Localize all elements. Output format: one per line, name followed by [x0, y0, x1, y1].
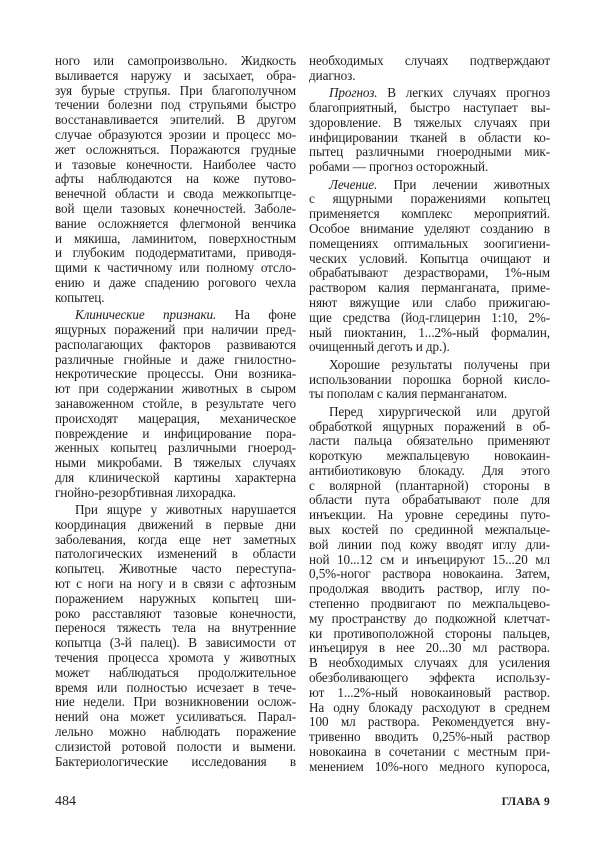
text-line — [309, 340, 550, 355]
line-text: с волярной (плантарной) стороны в — [309, 477, 550, 493]
line-text: восстанавливается эпителий. В другом — [55, 112, 296, 128]
line-text: ют 1...2%-ный новокаиновый раствор. — [309, 684, 550, 700]
chapter-label: ГЛАВА 9 — [501, 796, 550, 808]
text-line — [309, 405, 550, 420]
paragraph — [309, 54, 550, 84]
line-text: Бактериологические исследования в — [55, 753, 296, 769]
line-text: копытец. — [55, 289, 105, 305]
line-text: ты пополам с калия перманганатом. — [309, 386, 508, 402]
line-text: ласти пальца обязательно применяют — [309, 433, 550, 449]
line-text: афты наблюдаются на коже путово- — [55, 171, 296, 187]
line-text: различные гнойные и даже гнилостно- — [55, 351, 296, 367]
line-text: и тазовые конечности. Наиболее часто — [55, 156, 296, 172]
text-line — [55, 427, 296, 442]
text-line — [309, 760, 550, 775]
paragraph — [309, 358, 550, 402]
left-column — [55, 54, 296, 772]
line-text: для клинической картины характерна — [55, 469, 296, 485]
text-line — [55, 562, 296, 577]
text-line — [55, 172, 296, 187]
line-text: 100 мл раствора. Рекомендуется вну- — [309, 714, 550, 730]
line-text: и мякиша, ламинитом, поверхностным — [55, 230, 296, 246]
text-line — [55, 323, 296, 338]
line-text: занавоженном стойле, в результате чего — [55, 395, 296, 411]
text-line — [55, 486, 296, 501]
line-text: вых костей по срединной межпальце- — [309, 522, 550, 538]
text-line — [55, 128, 296, 143]
line-text: выливается наружу и засыхает, обра- — [55, 67, 296, 83]
line-text: обрабатывают дезрастворами, 1%-ным — [309, 265, 550, 281]
line-text: случае образуются эрозии и процесс мо- — [55, 126, 296, 142]
text-line — [309, 296, 550, 311]
line-text: няют вяжущие или слабо прижигаю- — [309, 294, 550, 310]
line-text: вой щели тазовых конечностей. Заболе- — [55, 200, 296, 216]
line-text: Хорошие результаты получены при — [329, 356, 550, 372]
text-line — [55, 725, 296, 740]
text-line — [55, 261, 296, 276]
line-text: ки противоположной стороны пальцев, — [309, 625, 550, 641]
line-text: патологических изменений в области — [55, 546, 296, 562]
line-text: ению и даже спадению рогового чехла — [55, 274, 296, 290]
text-line — [309, 686, 550, 701]
text-line — [309, 671, 550, 686]
line-text: Особое внимание уделяют созданию в — [309, 220, 550, 236]
text-line — [55, 592, 296, 607]
paragraph — [55, 54, 296, 306]
text-line — [309, 222, 550, 237]
line-text: слизистой ротовой полости и вымени. — [55, 738, 296, 754]
line-text: щие средства (йод-глицерин 1:10, 2%- — [309, 309, 550, 325]
section-heading: Лечение. — [329, 176, 378, 192]
line-text: нений она может усиливаться. Парал- — [55, 709, 296, 725]
text-line — [309, 101, 550, 116]
line-text: жет осложняться. Поражаются грудные — [55, 141, 296, 157]
text-line — [309, 493, 550, 508]
text-line — [309, 745, 550, 760]
line-text: время или полностью исчезает в тече- — [55, 679, 296, 695]
line-text: раствором калия перманганата, приме- — [309, 280, 550, 296]
line-text: ного или самопроизвольно. Жидкость — [55, 53, 296, 68]
line-text: обработкой ящурных поражений в об- — [309, 418, 550, 434]
text-line — [309, 627, 550, 642]
text-line — [309, 54, 550, 69]
text-line — [55, 276, 296, 291]
paragraph — [309, 405, 550, 775]
line-text: ящурных поражений при наличии пред- — [55, 321, 296, 337]
text-line — [309, 145, 550, 160]
text-line — [309, 160, 550, 175]
paragraph — [309, 86, 550, 175]
text-line — [55, 533, 296, 548]
line-text: течении болезни под струпьями быстро — [55, 97, 296, 113]
line-text: помещениях оптимальных зоогигиени- — [309, 235, 550, 251]
text-line — [309, 420, 550, 435]
line-text: с ящурными поражениями копытец — [309, 191, 550, 207]
text-line — [309, 266, 550, 281]
line-text: перенося тяжесть тела на внутренние — [55, 620, 296, 636]
text-line — [309, 538, 550, 553]
text-line — [309, 464, 550, 479]
text-line — [55, 397, 296, 412]
text-line — [309, 701, 550, 716]
text-line — [309, 86, 550, 101]
line-text: пытец различными гноеродными мик- — [309, 144, 550, 160]
line-text: венечной области и свода межкопытце- — [55, 186, 296, 202]
text-line — [309, 281, 550, 296]
text-line — [309, 192, 550, 207]
text-line — [309, 656, 550, 671]
line-text: вание осложняется флегмоной венчика — [55, 215, 296, 231]
text-line — [55, 471, 296, 486]
line-text: ют при содержании животных в сыром — [55, 381, 296, 397]
text-line — [55, 84, 296, 99]
line-text: новокаина в сочетании с местным при- — [309, 744, 550, 760]
text-line — [309, 178, 550, 193]
text-line — [55, 547, 296, 562]
line-text: степенно продвигают по межпальцево- — [309, 596, 550, 612]
text-line — [309, 207, 550, 222]
text-line — [55, 98, 296, 113]
line-text: лельно можно наблюдать поражение — [55, 724, 296, 740]
line-text: необходимых случаях подтверждают — [309, 53, 550, 68]
text-line — [309, 358, 550, 373]
text-line — [309, 730, 550, 745]
text-line — [55, 246, 296, 261]
text-line — [309, 553, 550, 568]
paragraph — [55, 308, 296, 500]
line-text: ют с ноги на ногу и в связи с афтозным — [55, 576, 296, 592]
text-line — [55, 353, 296, 368]
text-line — [55, 54, 296, 69]
line-text: 0,5%-ногог раствора новокаина. Затем, — [309, 566, 550, 582]
line-text: течения процесса хромота у животных — [55, 650, 296, 666]
line-text: вой линии под кожу вводят иглу дли- — [309, 536, 550, 552]
text-line — [55, 441, 296, 456]
text-line — [309, 715, 550, 730]
text-line — [55, 338, 296, 353]
text-line — [55, 308, 296, 323]
text-line — [55, 217, 296, 232]
text-line — [309, 252, 550, 267]
line-text: области пута обрабатывают поле для — [309, 492, 550, 508]
text-line — [55, 651, 296, 666]
text-line — [309, 449, 550, 464]
text-line — [55, 621, 296, 636]
line-text: гнойно-резорбтивная лихорадка. — [55, 484, 236, 500]
line-text: роко расставляют тазовые конечности, — [55, 605, 296, 621]
line-text: инъецируя в нее 20...30 мл раствора. — [309, 640, 550, 656]
text-line — [55, 681, 296, 696]
text-line — [55, 577, 296, 592]
text-line — [309, 373, 550, 388]
section-heading: Прогноз. — [329, 85, 378, 101]
line-text: При лечении животных — [377, 176, 550, 192]
text-line — [309, 567, 550, 582]
line-text: робами — прогноз осторожный. — [309, 159, 489, 175]
text-line — [55, 607, 296, 622]
line-text: короткую межпальцевую новокаин- — [309, 448, 550, 464]
line-text: му пространству до подкожной клетчат- — [309, 610, 550, 626]
text-line — [55, 113, 296, 128]
text-line — [55, 518, 296, 533]
text-line — [55, 69, 296, 84]
line-text: антибиотиковую блокаду. Для этого — [309, 462, 550, 478]
line-text: менением 10%-ного медного купороса, — [309, 758, 550, 774]
line-text: заболевания, когда еще нет заметных — [55, 531, 296, 547]
text-line — [309, 434, 550, 449]
line-text: При ящуре у животных нарушается — [75, 502, 296, 518]
line-text: тривенно вводить 0,25%-ный раствор — [309, 729, 550, 745]
line-text: ние недели. При возникновении ослож- — [55, 694, 296, 710]
text-line — [55, 636, 296, 651]
line-text: инфицировании тканей в области ко- — [309, 129, 550, 145]
right-column — [309, 54, 550, 777]
line-text: обезболивающего эффекта использу- — [309, 670, 550, 686]
line-text: располагающих факторов развиваются — [55, 336, 296, 352]
line-text: инъекции. На уровне середины путо- — [309, 507, 550, 523]
text-line — [55, 666, 296, 681]
line-text: диагноз. — [309, 67, 356, 83]
line-text: благоприятный, быстро наступает вы- — [309, 99, 550, 115]
text-line — [309, 641, 550, 656]
text-line — [55, 291, 296, 306]
line-text: повреждение и инфицирование пора- — [55, 425, 296, 441]
text-line — [309, 582, 550, 597]
line-text: щими к частичному или полному отсло- — [55, 260, 296, 276]
line-text: ными микробами. В тяжелых случаях — [55, 455, 296, 471]
page-number: 484 — [55, 794, 76, 809]
line-text: происходят мацерация, механическое — [55, 410, 296, 426]
text-line — [309, 326, 550, 341]
text-line — [55, 202, 296, 217]
text-line — [309, 237, 550, 252]
text-line — [55, 456, 296, 471]
line-text: копытец. Животные часто переступа- — [55, 561, 296, 577]
text-line — [309, 612, 550, 627]
line-text: В необходимых случаях для усиления — [309, 655, 550, 671]
text-line — [309, 116, 550, 131]
line-text: и глубоким пододерматитами, приводя- — [55, 245, 296, 261]
text-line — [55, 158, 296, 173]
line-text: здоровление. В тяжелых случаях при — [309, 114, 550, 130]
section-heading: Клинические признаки. — [75, 307, 217, 323]
line-text: зуя бурые струпья. При благополучном — [55, 82, 296, 98]
text-line — [55, 695, 296, 710]
text-line — [55, 232, 296, 247]
line-text: ный пиоктанин, 1...2%-ный формалин, — [309, 324, 550, 340]
line-text: ческих условий. Копытца очищают и — [309, 250, 550, 266]
text-line — [309, 387, 550, 402]
text-line — [55, 710, 296, 725]
text-line — [55, 740, 296, 755]
text-line — [55, 382, 296, 397]
text-line — [309, 69, 550, 84]
line-text: поражением наружных копытец ши- — [55, 590, 296, 606]
text-line — [55, 412, 296, 427]
line-text: На фоне — [216, 307, 296, 323]
text-line — [55, 755, 296, 770]
line-text: продолжая вводить раствор, иглу по- — [309, 581, 550, 597]
text-line — [309, 311, 550, 326]
text-line — [55, 367, 296, 382]
line-text: очищенный деготь и др.). — [309, 339, 450, 355]
line-text: Перед хирургической или другой — [329, 403, 550, 419]
paragraph — [309, 178, 550, 356]
paragraph — [55, 503, 296, 769]
line-text: В легких случаях прогноз — [377, 85, 550, 101]
text-line — [309, 508, 550, 523]
text-line — [55, 143, 296, 158]
line-text: координация движений в первые дни — [55, 516, 296, 532]
line-text: На одну блокаду расходуют в среднем — [309, 699, 550, 715]
line-text: копытца (3-й палец). В зависимости от — [55, 635, 296, 651]
text-line — [309, 479, 550, 494]
line-text: может наблюдаться продолжительное — [55, 664, 296, 680]
line-text: некротические процессы. Они возника- — [55, 366, 296, 382]
text-line — [309, 597, 550, 612]
line-text: применяется комплекс мероприятий. — [309, 206, 550, 222]
line-text: ной 10...12 см и инъецируют 15...20 мл — [309, 551, 550, 567]
line-text: женных копытец различными гноерод- — [55, 440, 296, 456]
text-line — [309, 523, 550, 538]
line-text: использовании порошка борной кисло- — [309, 371, 550, 387]
text-line — [55, 503, 296, 518]
text-line — [309, 131, 550, 146]
text-line — [55, 187, 296, 202]
